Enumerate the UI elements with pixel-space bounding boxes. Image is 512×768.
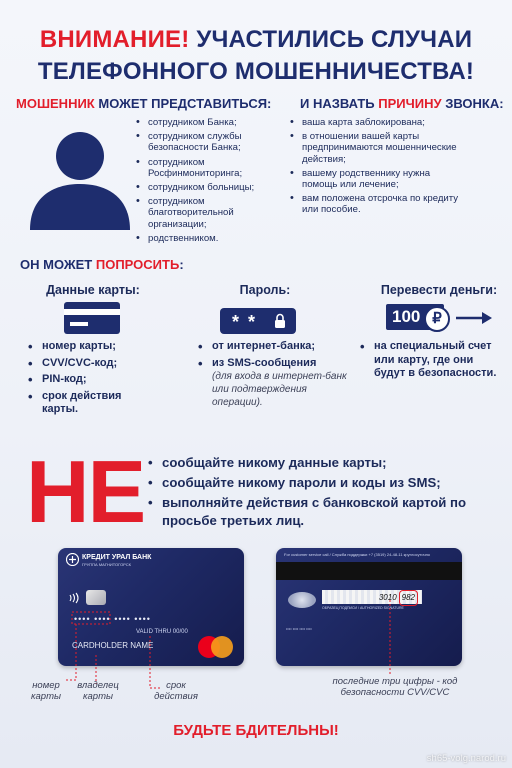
list-item: • выполняйте действия с банковской картой по просьбе третьих лиц. [148,494,510,530]
list-item: • сотрудником службы безопасности Банка; [136,131,286,153]
ask-heading-a: ОН МОЖЕТ [20,257,93,272]
list-item: • срок действия карты. [28,390,158,417]
card-back-number: •••• •••• •••• •••• [286,626,312,631]
reason-heading-a: И НАЗВАТЬ [300,96,375,111]
callout-cvc: последние три цифры - код безопасности CVV/CVC [332,676,458,698]
list-item: • сообщайте никому пароли и коды из SMS; [148,474,510,492]
list-item: • от интернет-банка; [198,340,358,354]
list-item: • номер карты; [28,340,158,354]
list-item: • вам положена отсрочка по кредиту или пособие. [290,193,460,215]
title-line-2: ТЕЛЕФОННОГО МОШЕННИЧЕСТВА! [37,58,475,85]
signature-number: 3010 [378,593,397,602]
card-holder-name: CARDHOLDER NAME [72,641,154,650]
card-valid-thru: VALID THRU 00/00 [136,629,188,635]
title-attention: ВНИМАНИЕ! [39,26,190,53]
watermark: sh65-volg.narod.ru [426,753,506,764]
callout-expiry: срок действия [154,680,198,702]
card-data-heading: Данные карты: [46,283,140,297]
ask-heading-colon: : [179,257,184,272]
card-back-service-text: For customer service call / Служба поддержки +7 (3519) 24-48-11 круглосуточно [284,552,431,557]
list-item: • сообщайте никому данные карты; [148,454,510,472]
ne-warning-word: НЕ [26,442,145,541]
bank-subtitle: ГРУППА МАГНИТОГОРСК [82,562,132,567]
password-heading: Пароль: [239,283,291,297]
ruble-coin-icon: ₽ [424,306,450,332]
impersonate-heading-rest: МОЖЕТ ПРЕДСТАВИТЬСЯ: [98,96,272,111]
bank-name: КРЕДИТ УРАЛ БАНК [82,554,152,561]
list-item: • PIN-код; [28,373,158,387]
list-item: • сотрудником благотворительной организации; [136,196,286,230]
list-item: • сотрудником Росфинмониторинга; [136,157,286,179]
password-stars: * * [232,312,258,332]
list-item: • сотрудником Банка; [136,117,286,128]
list-item-text: из SMS-сообщения [212,356,317,369]
footer-warning: БУДЬТЕ БДИТЕЛЬНЫ! [173,722,339,739]
banknote-value: 100 [392,307,421,326]
cvc-code: 982 [399,590,418,606]
ask-heading-red: ПОПРОСИТЬ [95,257,180,272]
impersonate-heading-red: МОШЕННИК [16,96,95,111]
card-number: •••• •••• •••• •••• [74,614,151,624]
signature-note: ОБРАЗЕЦ ПОДПИСИ / AUTHORIZED SIGNATURE [322,606,404,610]
reason-heading-red: ПРИЧИНУ [378,96,442,111]
title-line1-rest: УЧАСТИЛИСЬ СЛУЧАИ [196,26,473,53]
callout-card-holder: владелец карты [77,680,119,702]
list-item: • на специальный счет или карту, где они будут в безопасности. [360,340,500,381]
list-item: • сотрудником больницы; [136,182,286,193]
list-item: • ваша карта заблокирована; [290,117,460,128]
reason-heading-b: ЗВОНКА: [445,96,504,111]
list-item: • CVV/CVC-код; [28,357,158,371]
list-item: • в отношении вашей карты предпринимаются мошеннические действия; [290,131,460,165]
list-item: • родственником. [136,233,286,244]
password-note: (для входа в интернет-банк или подтверждения операции). [212,371,347,408]
callout-card-number: номер карты [31,680,61,702]
list-item: • вашему родственнику нужна помощь или лечение; [290,168,460,190]
transfer-heading: Перевести деньги: [380,283,498,297]
